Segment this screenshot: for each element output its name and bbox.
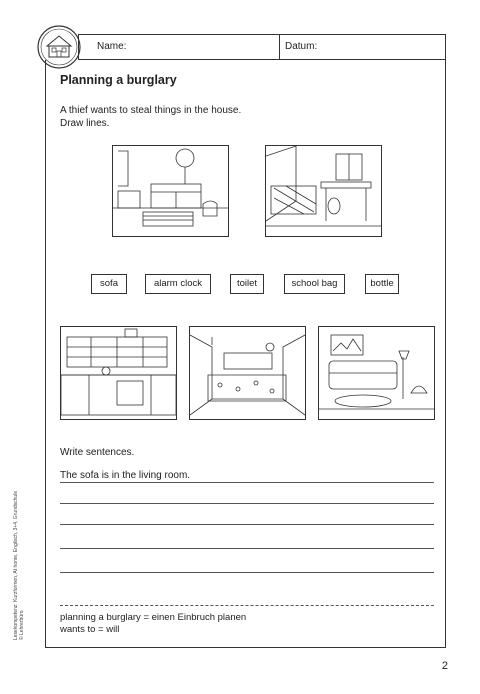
vocab-separator [60, 605, 434, 606]
kitchen-picture [60, 326, 177, 420]
side-credit: Lesekompetenz: Kurzformen, At home, Englisch, 3+4, Grundschule © Lehrerbüro [13, 490, 25, 640]
date-label: Datum: [285, 41, 318, 52]
writing-line-4 [60, 548, 434, 549]
bathroom-picture [112, 145, 229, 237]
living-room-picture [318, 326, 435, 420]
bedroom-corner-picture [265, 145, 382, 237]
word-school-bag: school bag [284, 274, 345, 294]
word-alarm-clock: alarm clock [145, 274, 211, 294]
worksheet-title: Planning a burglary [60, 73, 177, 87]
word-bottle: bottle [365, 274, 399, 294]
page-frame-bottom [45, 647, 446, 648]
name-date-header [78, 34, 446, 60]
write-prompt: Write sentences. [60, 447, 135, 458]
name-label: Name: [97, 41, 127, 52]
vocab-line-2: wants to = will [60, 624, 120, 635]
example-sentence: The sofa is in the living room. [60, 470, 191, 481]
vocab-line-1: planning a burglary = einen Einbruch planen [60, 612, 247, 623]
page-frame-right [445, 60, 446, 648]
house-logo-icon [36, 24, 82, 70]
word-toilet: toilet [230, 274, 264, 294]
writing-line-1 [60, 482, 434, 483]
writing-line-5 [60, 572, 434, 573]
writing-line-2 [60, 503, 434, 504]
word-sofa: sofa [91, 274, 127, 294]
page-number: 2 [441, 660, 448, 672]
writing-line-3 [60, 524, 434, 525]
page-frame-left [45, 60, 46, 648]
instruction-text: A thief wants to steal things in the house. Draw lines. [60, 105, 242, 129]
bedroom-picture [189, 326, 306, 420]
